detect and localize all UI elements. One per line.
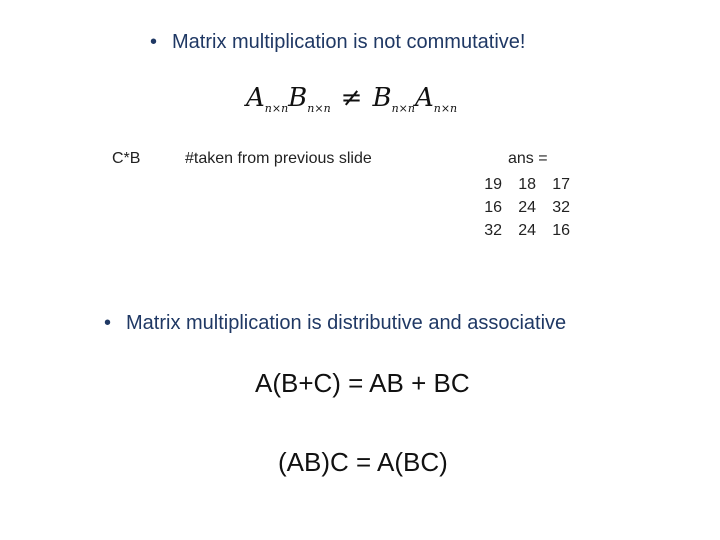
code-comment: #taken from previous slide bbox=[185, 150, 372, 167]
matrix-cell: 24 bbox=[518, 199, 536, 216]
matrix-cell: 24 bbox=[518, 222, 536, 239]
matrix-cell: 32 bbox=[484, 222, 502, 239]
matrix-cell: 17 bbox=[552, 176, 570, 193]
result-matrix bbox=[468, 173, 570, 242]
distributive-equation: A(B+C) = AB + BC bbox=[255, 368, 470, 398]
commutativity-formula: $A_{n\times n}B_{n\times n} \ne B_{n\times n}A_{n\times n}$ bbox=[246, 83, 458, 115]
matrix-cell: 32 bbox=[552, 199, 570, 216]
matrix-row bbox=[468, 173, 570, 196]
matrix-cell: 19 bbox=[484, 176, 502, 193]
bullet-distributive bbox=[104, 312, 566, 335]
matrix-cell: 16 bbox=[552, 222, 570, 239]
matrix-row bbox=[468, 219, 570, 242]
matrix-cell: 18 bbox=[518, 176, 536, 193]
matrix-cell: 16 bbox=[484, 199, 502, 216]
bullet-commutative-text: Matrix multiplication is not commutative! bbox=[172, 31, 526, 53]
bullet-dot-icon: • bbox=[104, 312, 112, 334]
associative-equation: (AB)C = A(BC) bbox=[278, 447, 448, 477]
ans-label: ans = bbox=[508, 150, 548, 167]
bullet-commutative bbox=[150, 31, 525, 54]
bullet-dot-icon: • bbox=[150, 31, 158, 53]
bullet-distributive-text: Matrix multiplication is distributive and associative bbox=[126, 312, 567, 334]
matrix-row bbox=[468, 196, 570, 219]
code-command: C*B bbox=[112, 150, 141, 167]
